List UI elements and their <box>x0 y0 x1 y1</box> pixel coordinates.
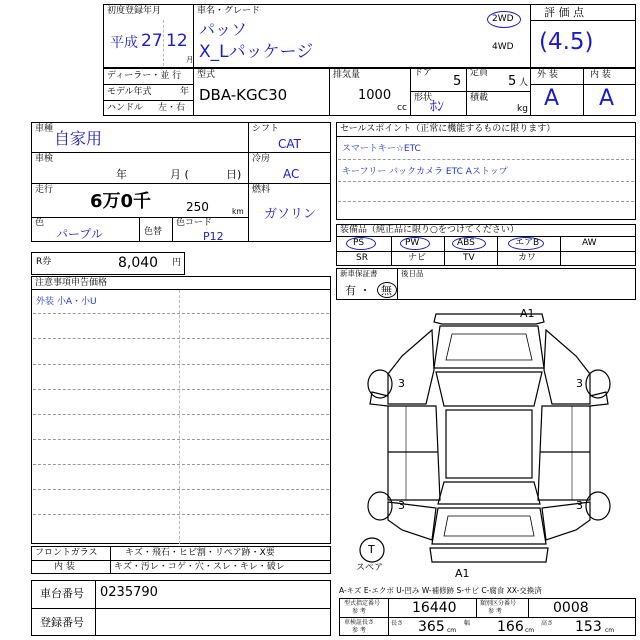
displacement-label: 排気量 <box>333 70 361 80</box>
first-reg-label: 初度登録年月 <box>107 6 162 16</box>
reg-era: 平成 <box>110 35 138 51</box>
drive-4wd: 4WD <box>492 42 514 52</box>
registration-label: 登録番号 <box>40 616 84 629</box>
spare-label: スペア <box>356 563 384 573</box>
notes-title: 注意事項申告価格 <box>35 278 108 288</box>
equip-abs: ABS <box>457 238 475 248</box>
left-front-wing <box>388 330 434 404</box>
cc-unit: cc <box>397 103 407 113</box>
class-no-label: 類別区分番号 <box>480 600 517 607</box>
capacity-value: 5 <box>508 74 517 89</box>
mileage-value: 6万0千 <box>90 191 152 212</box>
shape-value: ﾎﾝ <box>430 99 444 115</box>
type-no-sub: 参 考 <box>352 608 366 615</box>
mark-right-front-wheel: 3 <box>576 377 583 390</box>
mark-front-bumper: A1 <box>520 307 535 320</box>
windshield-label: フロントガラス <box>35 548 98 558</box>
equip-aw: AW <box>582 238 597 248</box>
km-unit: km <box>232 207 244 216</box>
equipment-title: 装備品（純正品に限り○をつけてください） <box>340 225 519 235</box>
height-cm: cm <box>605 627 615 634</box>
width-value: 166 <box>497 619 524 635</box>
equip-tv: TV <box>463 253 475 263</box>
class-no-value: 0008 <box>553 600 589 616</box>
exterior-label: 外 装 <box>537 70 558 80</box>
warranty-options: 有 ・ <box>345 284 371 297</box>
fuel-value: ガソリン <box>264 207 317 222</box>
mileage-detail: 250 <box>186 200 209 214</box>
height-label: 高さ <box>541 620 554 627</box>
equip-leather: カワ <box>518 253 537 263</box>
equip-pw: PW <box>405 238 420 248</box>
left-rear-wing <box>388 499 436 540</box>
windshield <box>436 372 542 406</box>
mileage-label: 走行 <box>35 185 54 195</box>
dealer-label: ディーラー・並 行 <box>107 71 182 81</box>
r-ticket-box <box>31 252 185 275</box>
car-name: パッソ <box>199 20 248 39</box>
drive-2wd: 2WD <box>492 14 514 24</box>
class-no-sub: 参 考 <box>488 608 502 615</box>
damage-legend: A-キズ E-エクボ U-凹み W-補修跡 S-サビ C-腐食 XX-交換済 <box>339 586 542 595</box>
month-unit: 月 <box>186 55 194 64</box>
r-ticket-label: R券 <box>36 257 52 267</box>
length-sub: 参 考 <box>352 627 366 634</box>
handle-options: 左・右 <box>158 103 186 113</box>
score-value: (4.5) <box>539 29 594 55</box>
model-year-label: モデル年式 <box>107 87 152 97</box>
type-label: 型式 <box>197 70 216 80</box>
kg-unit: kg <box>517 104 528 114</box>
model-year-unit: 年 <box>180 87 190 97</box>
sales-line-1: スマートキー☆ETC <box>342 144 421 154</box>
r-ticket-value: 8,040 <box>118 255 159 271</box>
chassis-value: 0235790 <box>100 585 158 600</box>
ac-value: AC <box>283 167 300 181</box>
notes-box <box>31 276 331 544</box>
right-mirror <box>590 392 608 406</box>
color-label: 色 <box>35 218 45 228</box>
equip-airbag: エアB <box>515 238 540 248</box>
left-doors <box>388 406 440 500</box>
mark-right-rear-wheel: 3 <box>576 499 583 512</box>
interior-cond-text: キズ・汚レ・コゲ・穴・スレ・キレ・破レ <box>114 562 285 572</box>
warranty-label: 新車保証書 <box>340 269 378 278</box>
right-front-wing <box>544 330 590 404</box>
displacement-value: 1000 <box>358 88 392 103</box>
car-diagram <box>336 300 636 590</box>
roof <box>446 410 532 478</box>
type-no-value: 16440 <box>412 600 457 616</box>
interior-cond-label: 内 装 <box>54 562 75 572</box>
notes-line-1: 外装 小A・小U <box>36 297 97 307</box>
capacity-label: 定員 <box>470 68 489 78</box>
sales-title: セールスポイント（正常に機能するものに限ります） <box>340 124 556 134</box>
windshield-text: キズ・飛石・ヒビ割・リペア跡・X要 <box>125 548 275 558</box>
later-label: 後日品 <box>401 269 424 278</box>
rear-glass <box>438 482 540 504</box>
ac-label: 冷房 <box>252 154 271 164</box>
equip-sr: SR <box>356 253 368 263</box>
repaint-label: 色替 <box>144 227 163 237</box>
mark-spare: T <box>368 543 375 556</box>
door-label: ドア <box>414 68 432 78</box>
interior-label: 内 装 <box>590 70 611 80</box>
color-code-label: 色コード <box>176 218 213 228</box>
type-no-label: 型式指定番号 <box>344 600 381 607</box>
equip-ps: PS <box>353 238 365 248</box>
door-value: 5 <box>453 74 462 89</box>
shift-value: CAT <box>278 137 301 151</box>
length-label: 車検証長さ <box>344 619 375 626</box>
color-code-value: P12 <box>203 230 224 243</box>
score-label: 評 価 点 <box>544 6 584 19</box>
warranty-selected: 無 <box>381 284 392 297</box>
mark-left-rear-wheel: 3 <box>398 499 405 512</box>
inspection-label: 車検 <box>35 154 54 164</box>
mark-rear-bumper: A1 <box>455 567 470 580</box>
reg-year: 27 <box>141 31 163 51</box>
equip-navi: ナビ <box>408 253 427 263</box>
width-cm: cm <box>525 627 535 634</box>
load-label: 積載 <box>470 93 489 103</box>
rear-bumper <box>430 548 548 562</box>
left-mirror <box>370 392 388 406</box>
inspection-year-unit: 年 <box>116 168 127 181</box>
exterior-grade: A <box>544 86 560 111</box>
interior-grade: A <box>599 86 615 111</box>
chassis-label: 車台番号 <box>40 587 84 600</box>
right-doors <box>538 406 590 500</box>
inspection-month-unit: 月 ( <box>170 168 189 181</box>
handle-label: ハンドル <box>107 103 144 113</box>
reg-month: 12 <box>166 31 188 51</box>
r-ticket-unit: 円 <box>172 258 182 268</box>
color-value: パープル <box>56 227 103 241</box>
inspection-day-unit: 日) <box>226 168 242 181</box>
capacity-unit: 人 <box>519 78 529 88</box>
type-value: DBA-KGC30 <box>199 86 288 104</box>
rear-hatch <box>432 508 546 544</box>
shape-label: 形状 <box>414 93 433 103</box>
width-label: 幅 <box>464 620 471 627</box>
height-value: 153 <box>575 619 602 635</box>
vehicle-type-value: 自家用 <box>54 129 103 148</box>
sales-line-2: キーフリー バックカメラ ETC Aストップ <box>342 167 508 177</box>
hood <box>434 326 544 368</box>
car-name-label: 車名・グレード <box>197 6 261 16</box>
car-grade: X_Lパッケージ <box>199 42 314 62</box>
vehicle-type-label: 車種 <box>35 124 54 134</box>
length-unit-label: 長さ <box>391 620 404 627</box>
length-cm: cm <box>447 627 457 634</box>
shift-label: シフト <box>252 124 280 134</box>
length-value: 365 <box>418 619 445 635</box>
fuel-label: 燃料 <box>252 185 271 195</box>
mark-left-front-wheel: 3 <box>398 377 405 390</box>
